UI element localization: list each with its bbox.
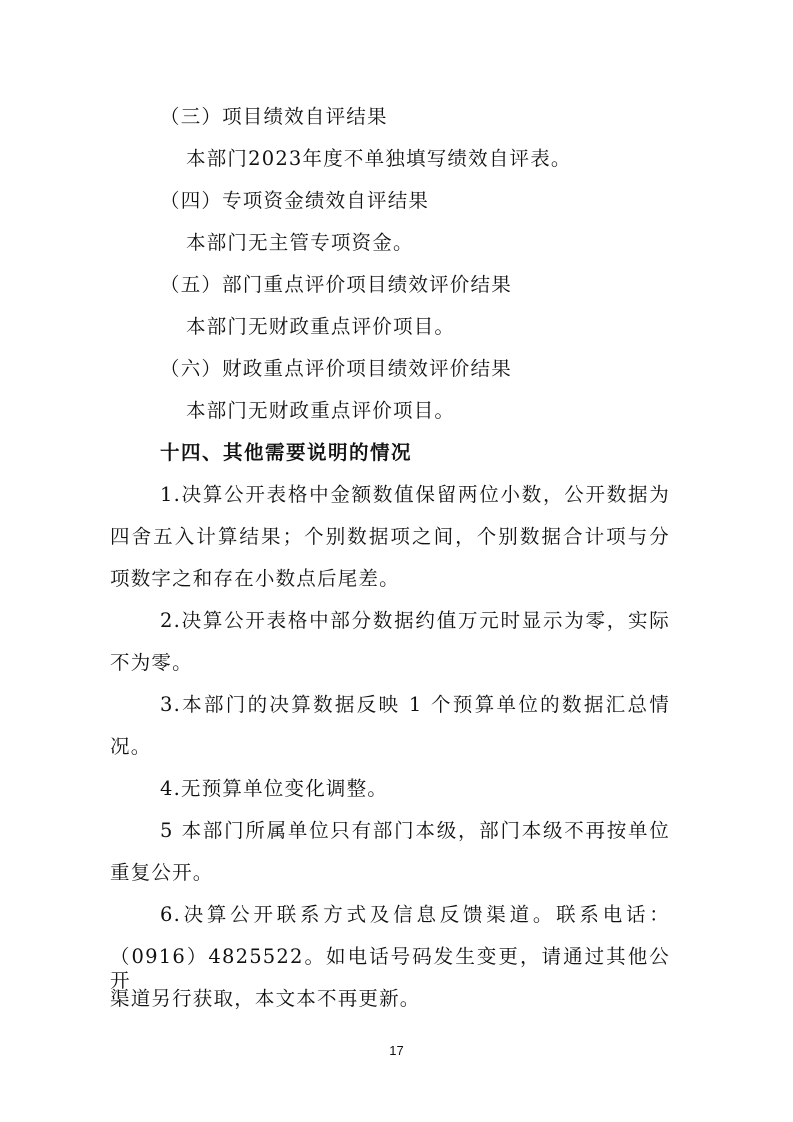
paragraph-1-line-3: 项数字之和存在小数点后尾差。 xyxy=(110,567,400,590)
section-5-body: 本部门无财政重点评价项目。 xyxy=(186,315,456,338)
paragraph-3-line-2: 况。 xyxy=(110,735,152,758)
paragraph-1-line-2: 四舍五入计算结果；个别数据项之间，个别数据合计项与分 xyxy=(110,525,670,548)
section-3-heading: （三）项目绩效自评结果 xyxy=(160,105,388,128)
paragraph-5-line-2: 重复公开。 xyxy=(110,861,214,884)
paragraph-2-line-1: 2.决算公开表格中部分数据约值万元时显示为零，实际 xyxy=(160,609,670,632)
section-4-heading: （四）专项资金绩效自评结果 xyxy=(160,189,430,212)
page-number: 17 xyxy=(389,1043,404,1058)
paragraph-5-line-1: 5 本部门所属单位只有部门本级，部门本级不再按单位 xyxy=(160,819,670,842)
section-6-body: 本部门无财政重点评价项目。 xyxy=(186,399,456,422)
paragraph-4-line-1: 4.无预算单位变化调整。 xyxy=(160,777,389,800)
paragraph-6-line-1: 6.决算公开联系方式及信息反馈渠道。联系电话： xyxy=(160,903,670,926)
paragraph-2-line-2: 不为零。 xyxy=(110,651,193,674)
other-heading: 十四、其他需要说明的情况 xyxy=(160,441,413,464)
section-3-body: 本部门2023年度不单独填写绩效自评表。 xyxy=(186,147,572,170)
section-6-heading: （六）财政重点评价项目绩效评价结果 xyxy=(160,357,512,380)
paragraph-1-line-1: 1.决算公开表格中金额数值保留两位小数，公开数据为 xyxy=(160,483,670,506)
section-5-heading: （五）部门重点评价项目绩效评价结果 xyxy=(160,273,512,296)
paragraph-6-line-2: （0916）4825522。如电话号码发生变更，请通过其他公开 xyxy=(110,945,670,992)
paragraph-6-line-3: 渠道另行获取，本文本不再更新。 xyxy=(110,987,421,1010)
paragraph-3-line-1: 3.本部门的决算数据反映 1 个预算单位的数据汇总情 xyxy=(160,693,670,716)
section-4-body: 本部门无主管专项资金。 xyxy=(186,231,414,254)
